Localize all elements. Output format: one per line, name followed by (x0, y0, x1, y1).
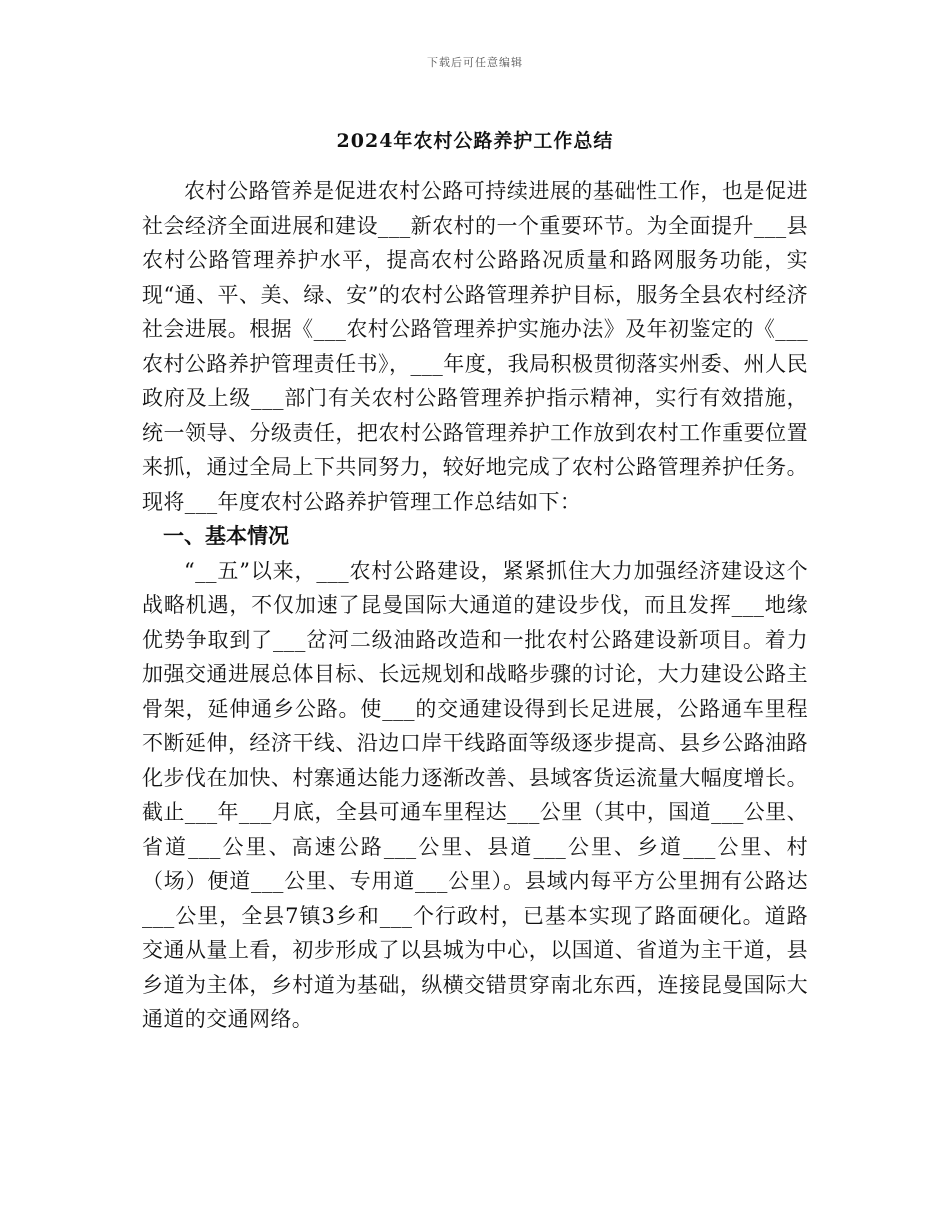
document-title: 2024年农村公路养护工作总结 (336, 130, 614, 152)
header-note: 下载后可任意编辑 (427, 56, 523, 69)
intro-paragraph: 农村公路管养是促进农村公路可持续进展的基础性工作，也是促进社会经济全面进展和建设___新农村的一个重要环节。为全面提升___县农村公路管理养护水平，提高农村公路路况质量和路网服务功能，实现“通、平、美、绿、安”的农村公路管理养护目标，服务全县农村经济社会进展。根据《___农村公路管理养护实施办法》及年初鉴定的《___农村公路养护管理责任书》，___年度，我局积极贯彻落实州委、州人民政府及上级___部门有关农村公路管理养护指示精神，实行有效措施，统一领导、分级责任，把农村公路管理养护工作放到农村工作重要位置来抓，通过全局上下共同努力，较好地完成了农村公路管理养护任务。现将___年度农村公路养护管理工作总结如下： (142, 179, 808, 514)
section-heading-basic-situation: 一、基本情况 (163, 523, 289, 548)
basic-situation-paragraph: “__五”以来，___农村公路建设，紧紧抓住大力加强经济建设这个战略机遇，不仅加速了昆曼国际大通道的建设步伐，而且发挥___地缘优势争取到了___岔河二级油路改造和一批农村公路建设新项目。着力加强交通进展总体目标、长远规划和战略步骤的讨论，大力建设公路主骨架，延伸通乡公路。使___的交通建设得到长足进展，公路通车里程不断延伸，经济干线、沿边口岸干线路面等级逐步提高、县乡公路油路化步伐在加快、村寨通达能力逐渐改善、县域客货运流量大幅度增长。截止___年___月底，全县可通车里程达___公里（其中，国道___公里、省道___公里、高速公路___公里、县道___公里、乡道___公里、村（场）便道___公里、专用道___公里）。县域内每平方公里拥有公路达___公里，全县7镇3乡和___个行政村，已基本实现了路面硬化。道路交通从量上看，初步形成了以县城为中心，以国道、省道为主干道，县乡道为主体，乡村道为基础，纵横交错贯穿南北东西，连接昆曼国际大通道的交通网络。 (142, 558, 808, 1031)
document-body (142, 174, 808, 1037)
